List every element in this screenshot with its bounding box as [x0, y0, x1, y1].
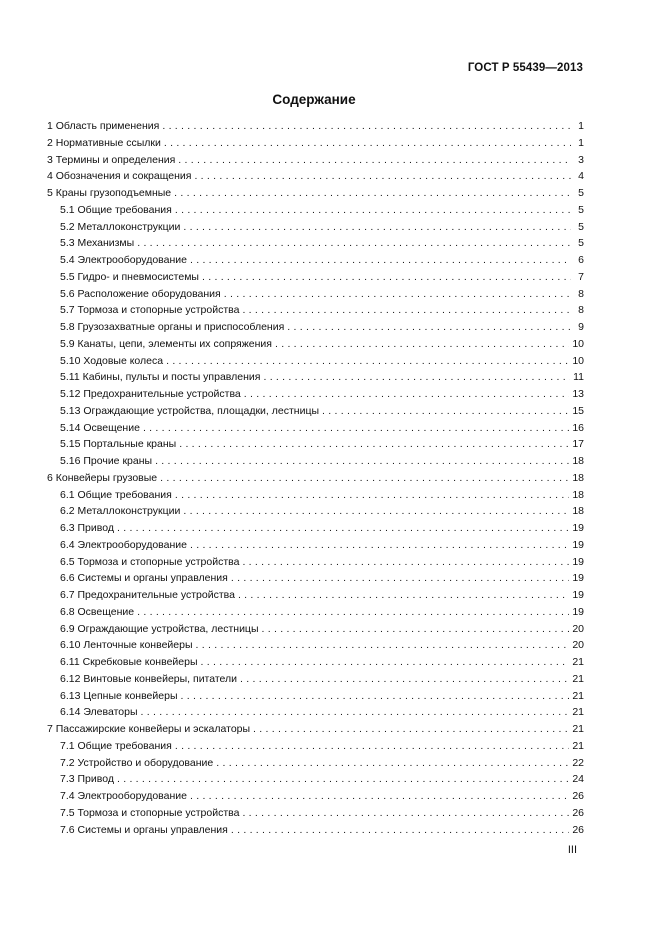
toc-entry-title: 6.14 Элеваторы	[60, 706, 138, 719]
toc-entry-title: 6.6 Системы и органы управления	[60, 572, 228, 585]
toc-entry[interactable]	[47, 520, 584, 537]
toc-entry-title: 6.1 Общие требования	[60, 488, 172, 501]
toc-entry-page: 1	[578, 120, 584, 132]
toc-entry[interactable]	[47, 587, 584, 604]
toc-entry-title: 5.4 Электрооборудование	[60, 254, 187, 266]
toc-entry[interactable]	[47, 637, 584, 654]
toc-entry[interactable]	[47, 771, 584, 788]
toc-entry[interactable]	[47, 386, 584, 403]
toc-entry-page: 18	[572, 505, 584, 518]
toc-entry-title: 5.12 Предохранительные устройства	[60, 388, 241, 400]
toc-leader-dots	[262, 621, 570, 638]
toc-entry-title: 5.15 Портальные краны	[60, 438, 177, 451]
toc-entry-page: 9	[578, 321, 584, 333]
toc-leader-dots	[287, 319, 571, 336]
toc-entry-title: 3 Термины и определения	[47, 153, 176, 166]
toc-leader-dots	[231, 570, 569, 587]
toc-entry-page: 11	[573, 371, 584, 384]
toc-entry[interactable]	[47, 470, 584, 487]
toc-leader-dots	[201, 654, 570, 671]
toc-entry-page: 18	[572, 488, 584, 501]
toc-entry[interactable]	[47, 805, 584, 822]
toc-leader-dots	[181, 688, 570, 705]
toc-entry-page: 19	[572, 538, 584, 551]
toc-entry-page: 8	[578, 287, 584, 300]
toc-entry-page: 17	[572, 438, 584, 451]
toc-entry-title: 7 Пассажирские конвейеры и эскалаторы	[47, 723, 251, 735]
toc-entry-title: 5.13 Ограждающие устройства, площадки, лестницы	[60, 404, 320, 417]
toc-entry-page: 21	[572, 739, 584, 752]
toc-entry-page: 4	[578, 170, 584, 183]
toc-entry-page: 3	[578, 153, 584, 166]
toc-entry[interactable]	[47, 420, 584, 437]
toc-entry[interactable]	[47, 219, 584, 236]
toc-entry-title: 5.11 Кабины, пульты и посты управления	[60, 371, 261, 384]
toc-leader-dots	[253, 721, 569, 738]
toc-entry-page: 21	[572, 706, 584, 719]
toc-entry-title: 5 Краны грузоподъемные	[47, 187, 172, 199]
toc-leader-dots	[275, 336, 569, 353]
toc-entry-page: 26	[572, 823, 584, 836]
toc-leader-dots	[143, 420, 569, 437]
toc-entry-title: 7.4 Электрооборудование	[60, 790, 187, 802]
toc-entry-title: 7.6 Системы и органы управления	[60, 823, 228, 836]
toc-entry[interactable]	[47, 436, 584, 453]
toc-leader-dots	[190, 252, 571, 269]
toc-entry[interactable]	[47, 235, 584, 252]
toc-entry[interactable]	[47, 202, 584, 219]
toc-entry[interactable]	[47, 503, 584, 520]
toc-entry-page: 18	[572, 455, 584, 467]
toc-entry-title: 4 Обозначения и сокращения	[47, 170, 192, 183]
toc-entry-title: 5.1 Общие требования	[60, 203, 172, 216]
toc-leader-dots	[117, 771, 569, 788]
toc-leader-dots	[179, 436, 569, 453]
toc-entry[interactable]	[47, 704, 584, 721]
toc-leader-dots	[117, 520, 569, 537]
toc-entry-page: 19	[572, 605, 584, 618]
toc-entry[interactable]	[47, 453, 584, 470]
toc-leader-dots	[194, 168, 571, 185]
toc-entry[interactable]	[47, 152, 584, 169]
toc-entry[interactable]	[47, 286, 584, 303]
toc-entry[interactable]	[47, 369, 584, 386]
toc-entry-page: 19	[572, 572, 584, 585]
toc-entry-page: 5	[578, 237, 584, 250]
toc-entry[interactable]	[47, 788, 584, 805]
toc-leader-dots	[322, 403, 569, 420]
toc-entry[interactable]	[47, 654, 584, 671]
toc-entry[interactable]	[47, 570, 584, 587]
toc-entry-page: 19	[572, 522, 584, 534]
toc-entry-page: 21	[572, 723, 584, 735]
toc-entry-page: 5	[578, 187, 584, 199]
toc-entry[interactable]	[47, 721, 584, 738]
toc-entry-title: 5.14 Освещение	[60, 421, 140, 434]
toc-entry-page: 16	[572, 421, 584, 434]
toc-entry-page: 10	[572, 354, 584, 367]
toc-leader-dots	[137, 235, 571, 252]
toc-entry[interactable]	[47, 135, 584, 152]
toc-entry-page: 21	[572, 656, 584, 668]
toc-entry-page: 8	[578, 304, 584, 317]
toc-leader-dots	[242, 805, 569, 822]
toc-entry[interactable]	[47, 621, 584, 638]
table-of-contents	[47, 118, 584, 838]
toc-entry[interactable]	[47, 319, 584, 336]
toc-entry-page: 10	[572, 337, 584, 350]
toc-entry[interactable]	[47, 336, 584, 353]
toc-entry-title: 5.2 Металлоконструкции	[60, 220, 181, 233]
toc-leader-dots	[238, 587, 569, 604]
toc-entry-title: 7.2 Устройство и оборудование	[60, 756, 214, 769]
toc-entry-title: 7.3 Привод	[60, 773, 114, 786]
toc-entry-page: 20	[572, 639, 584, 652]
toc-leader-dots	[190, 537, 569, 554]
toc-entry[interactable]	[47, 604, 584, 621]
toc-entry-title: 6.3 Привод	[60, 522, 114, 534]
toc-entry-title: 6.11 Скребковые конвейеры	[60, 656, 198, 668]
toc-entry[interactable]	[47, 185, 584, 202]
toc-entry-title: 7.1 Общие требования	[60, 739, 172, 752]
toc-entry-page: 5	[578, 220, 584, 233]
toc-entry[interactable]	[47, 738, 584, 755]
toc-entry-title: 6.5 Тормоза и стопорные устройства	[60, 555, 240, 568]
toc-leader-dots	[178, 152, 571, 169]
toc-entry[interactable]	[47, 755, 584, 772]
toc-leader-dots	[196, 637, 570, 654]
toc-entry-title: 5.8 Грузозахватные органы и приспособления	[60, 321, 285, 333]
toc-entry-title: 6.4 Электрооборудование	[60, 538, 187, 551]
toc-leader-dots	[242, 554, 569, 571]
toc-entry-page: 15	[572, 404, 584, 417]
toc-entry-page: 1	[578, 136, 584, 149]
toc-leader-dots	[231, 822, 569, 839]
toc-entry-title: 5.9 Канаты, цепи, элементы их сопряжения	[60, 337, 272, 350]
toc-leader-dots	[162, 118, 571, 135]
toc-entry-title: 1 Область применения	[47, 120, 160, 132]
toc-leader-dots	[175, 738, 569, 755]
toc-leader-dots	[224, 286, 571, 303]
toc-leader-dots	[263, 369, 570, 386]
toc-entry[interactable]	[47, 487, 584, 504]
toc-entry-title: 5.5 Гидро- и пневмосистемы	[60, 270, 199, 283]
toc-entry[interactable]	[47, 554, 584, 571]
toc-leader-dots	[160, 470, 569, 487]
toc-leader-dots	[242, 302, 571, 319]
toc-entry-page: 21	[572, 672, 584, 685]
toc-leader-dots	[183, 503, 569, 520]
toc-leader-dots	[141, 704, 570, 721]
toc-entry[interactable]	[47, 168, 584, 185]
page-number: III	[567, 844, 577, 856]
toc-entry-title: 5.6 Расположение оборудования	[60, 287, 221, 300]
toc-entry-title: 6.8 Освещение	[60, 605, 135, 618]
toc-leader-dots	[155, 453, 569, 470]
toc-entry-page: 5	[578, 203, 584, 216]
toc-entry-page: 20	[572, 622, 584, 635]
toc-entry[interactable]	[47, 353, 584, 370]
toc-leader-dots	[164, 135, 571, 152]
toc-entry[interactable]	[47, 403, 584, 420]
toc-entry-page: 7	[578, 270, 584, 283]
toc-leader-dots	[137, 604, 569, 621]
toc-leader-dots	[240, 671, 569, 688]
toc-entry-page: 24	[572, 773, 584, 786]
toc-entry-title: 5.16 Прочие краны	[60, 455, 153, 467]
toc-entry-page: 19	[572, 555, 584, 568]
toc-entry-title: 6.10 Ленточные конвейеры	[60, 639, 193, 652]
toc-entry-title: 6.2 Металлоконструкции	[60, 505, 181, 518]
toc-entry-page: 21	[572, 689, 584, 702]
toc-entry[interactable]	[47, 118, 584, 135]
toc-entry-title: 6.9 Ограждающие устройства, лестницы	[60, 622, 259, 635]
toc-entry[interactable]	[47, 302, 584, 319]
document-code: ГОСТ Р 55439—2013	[467, 62, 583, 74]
toc-entry-title: 5.3 Механизмы	[60, 237, 135, 250]
toc-entry-page: 6	[578, 254, 584, 266]
toc-entry-title: 7.5 Тормоза и стопорные устройства	[60, 806, 240, 819]
toc-entry-title: 6 Конвейеры грузовые	[47, 471, 158, 484]
toc-leader-dots	[190, 788, 569, 805]
toc-leader-dots	[216, 755, 569, 772]
toc-entry[interactable]	[47, 537, 584, 554]
toc-entry-title: 6.7 Предохранительные устройства	[60, 589, 235, 601]
toc-entry[interactable]	[47, 688, 584, 705]
toc-leader-dots	[244, 386, 570, 403]
toc-leader-dots	[166, 353, 569, 370]
toc-entry-page: 19	[572, 589, 584, 601]
toc-entry[interactable]	[47, 269, 584, 286]
toc-leader-dots	[202, 269, 571, 286]
toc-entry-title: 6.12 Винтовые конвейеры, питатели	[60, 672, 238, 685]
toc-entry-title: 5.7 Тормоза и стопорные устройства	[60, 304, 240, 317]
toc-entry-page: 26	[572, 806, 584, 819]
toc-entry-title: 6.13 Цепные конвейеры	[60, 689, 178, 702]
toc-entry-page: 13	[572, 388, 584, 400]
toc-entry-page: 22	[572, 756, 584, 769]
toc-entry-page: 26	[572, 790, 584, 802]
toc-entry[interactable]	[47, 822, 584, 839]
toc-leader-dots	[174, 185, 571, 202]
toc-entry[interactable]	[47, 671, 584, 688]
toc-entry-page: 18	[572, 471, 584, 484]
toc-leader-dots	[175, 487, 569, 504]
page-title: Содержание	[272, 92, 356, 107]
toc-entry-title: 5.10 Ходовые колеса	[60, 354, 164, 367]
toc-entry-title: 2 Нормативные ссылки	[47, 136, 161, 149]
toc-leader-dots	[183, 219, 571, 236]
toc-leader-dots	[175, 202, 571, 219]
toc-entry[interactable]	[47, 252, 584, 269]
